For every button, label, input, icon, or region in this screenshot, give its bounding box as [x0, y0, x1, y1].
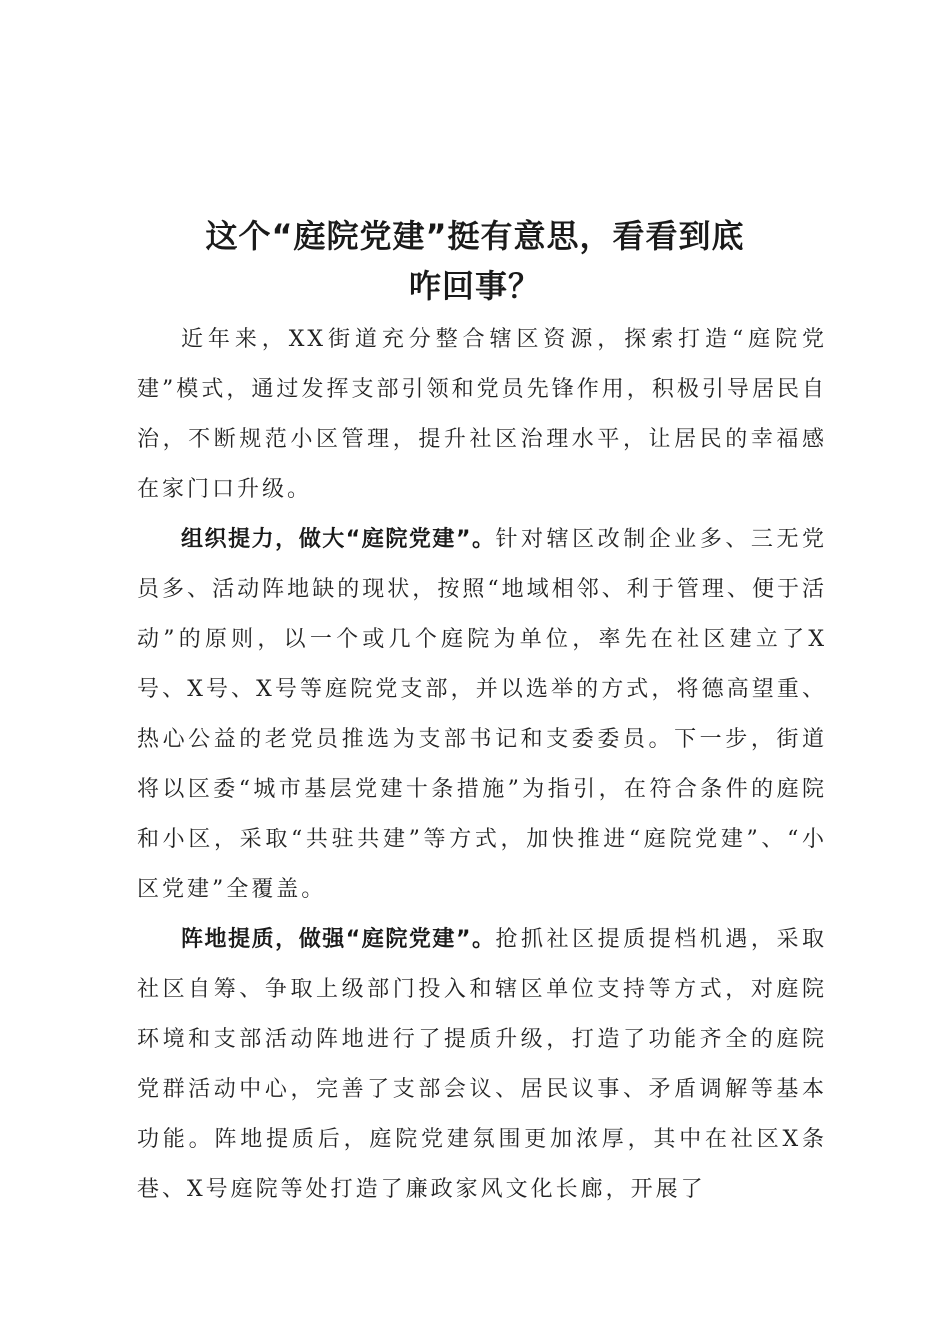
paragraph-intro: [137, 315, 827, 515]
title-line-1: 这个“庭院党建”挺有意思，看看到底: [205, 217, 745, 256]
paragraph-lead: 阵地提质，做强“庭院党建”。: [181, 927, 496, 952]
paragraph-text: 抢抓社区提质提档机遇，采取社区自筹、争取上级部门投入和辖区单位支持等方式，对庭院环境和支部活动阵地进行了提质升级，打造了功能齐全的庭院党群活动中心，完善了支部会议、居民议事、矛盾调解等基本功能。阵地提质后，庭院党建氛围更加浓厚，其中在社区X条巷、X号庭院等处打造了廉政家风文化长廊，开展了: [137, 927, 827, 1202]
paragraph-text: 针对辖区改制企业多、三无党员多、活动阵地缺的现状，按照“地域相邻、利于管理、便于活动”的原则，以一个或几个庭院为单位，率先在社区建立了X号、X号、X号等庭院党支部，并以选举的方式，将德高望重、热心公益的老党员推选为支部书记和支委委员。下一步，街道将以区委“城市基层党建十条措施”为指引，在符合条件的庭院和小区，采取“共驻共建”等方式，加快推进“庭院党建”、“小区党建”全覆盖。: [137, 527, 827, 902]
document-title: [100, 211, 850, 311]
paragraph-organization: [137, 515, 827, 915]
title-line-2: 咋回事？: [408, 267, 541, 306]
document-body: [137, 315, 827, 1215]
paragraph-position: [137, 915, 827, 1215]
paragraph-lead: 组织提力，做大“庭院党建”。: [181, 527, 496, 552]
paragraph-text: 近年来，XX街道充分整合辖区资源，探索打造“庭院党建”模式，通过发挥支部引领和党员先锋作用，积极引导居民自治，不断规范小区管理，提升社区治理水平，让居民的幸福感在家门口升级。: [137, 327, 827, 502]
